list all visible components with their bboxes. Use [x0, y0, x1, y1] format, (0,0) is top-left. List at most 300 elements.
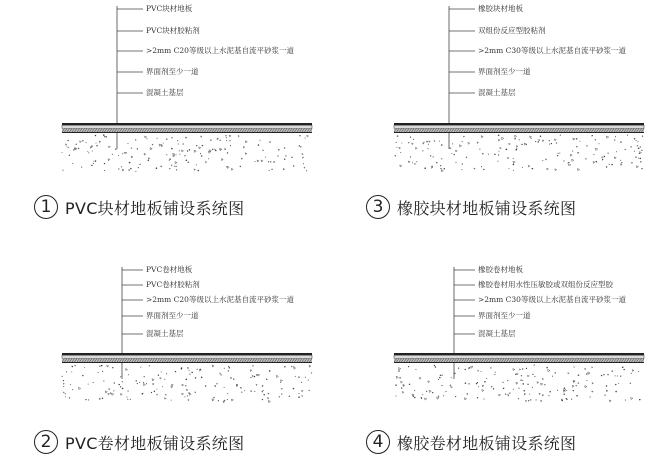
aggregate	[398, 368, 400, 370]
aggregate	[185, 155, 186, 156]
aggregate	[190, 374, 191, 375]
aggregate-dot	[513, 389, 514, 390]
figure-title: PVC卷材地板铺设系统图	[65, 433, 245, 453]
aggregate-dot	[104, 163, 105, 164]
aggregate-dot	[104, 170, 105, 171]
self-leveling-layer	[62, 358, 312, 362]
aggregate-dot	[202, 145, 203, 146]
aggregate-dot	[157, 138, 158, 139]
aggregate-dot	[454, 154, 455, 155]
aggregate	[233, 379, 234, 380]
figure-number: 4	[366, 430, 390, 454]
aggregate	[201, 136, 202, 137]
aggregate-dot	[535, 399, 536, 400]
aggregate-dot	[210, 139, 211, 140]
aggregate-dot	[396, 147, 397, 148]
aggregate	[80, 141, 82, 143]
aggregate-dot	[218, 400, 219, 401]
aggregate-dot	[284, 158, 285, 159]
aggregate-dot	[549, 391, 550, 392]
aggregate-dot	[507, 394, 508, 395]
aggregate	[516, 382, 518, 384]
aggregate-dot	[546, 367, 548, 369]
aggregate	[530, 136, 532, 138]
panel-pvc-tile	[0, 0, 332, 235]
aggregate	[165, 379, 166, 380]
aggregate	[451, 386, 453, 388]
aggregate-dot	[608, 153, 609, 154]
aggregate	[299, 377, 300, 378]
aggregate	[459, 145, 461, 147]
aggregate	[286, 155, 287, 156]
aggregate-dot	[298, 393, 299, 394]
screed-fill	[394, 128, 644, 132]
aggregate-dot	[558, 153, 559, 154]
aggregate-dot	[636, 140, 637, 141]
aggregate-dot	[263, 390, 264, 391]
aggregate-dot	[72, 163, 73, 164]
aggregate-dot	[483, 169, 484, 170]
aggregate-dot	[395, 396, 396, 397]
aggregate	[173, 155, 175, 157]
aggregate	[424, 142, 425, 143]
aggregate-dot	[298, 396, 300, 398]
aggregate	[554, 139, 556, 141]
aggregate-dot	[428, 144, 429, 145]
layer-label-4: 界面剂至少一道	[478, 67, 531, 76]
aggregate-dot	[483, 398, 484, 399]
self-leveling-layer	[394, 358, 644, 362]
aggregate-dot	[152, 383, 154, 385]
aggregate	[408, 161, 410, 163]
aggregate-dot	[566, 390, 567, 391]
aggregate-dot	[532, 168, 534, 170]
aggregate-dot	[268, 161, 269, 162]
aggregate-dot	[412, 162, 413, 163]
aggregate	[112, 154, 113, 155]
layer-label-5: 混凝土基层	[478, 329, 516, 338]
aggregate-dot	[226, 137, 227, 138]
aggregate-dot	[556, 142, 557, 143]
aggregate	[528, 165, 530, 167]
aggregate	[182, 384, 184, 386]
aggregate-dot	[301, 382, 302, 383]
aggregate-dot	[542, 378, 543, 379]
aggregate-dot	[82, 375, 83, 376]
aggregate-dot	[137, 148, 138, 149]
aggregate-dot	[156, 389, 157, 390]
aggregate-dot	[118, 168, 119, 169]
aggregate-dot	[281, 388, 282, 389]
aggregate	[455, 373, 456, 374]
aggregate	[245, 153, 247, 155]
aggregate	[90, 147, 91, 148]
aggregate	[400, 165, 402, 167]
aggregate-dot	[191, 372, 193, 374]
aggregate	[294, 367, 296, 369]
aggregate-dot	[526, 368, 527, 369]
aggregate-dot	[522, 380, 523, 381]
aggregate	[99, 141, 101, 143]
aggregate-dot	[513, 170, 514, 171]
aggregate-dot	[542, 160, 543, 161]
aggregate-dot	[562, 400, 563, 401]
aggregate-dot	[538, 139, 539, 140]
aggregate-dot	[220, 374, 221, 375]
aggregate-dot	[188, 162, 189, 163]
aggregate-dot	[443, 395, 444, 396]
aggregate-dot	[465, 382, 467, 384]
aggregate	[276, 375, 278, 377]
aggregate-dot	[175, 166, 176, 167]
aggregate	[152, 379, 154, 381]
aggregate	[104, 381, 105, 382]
aggregate-dot	[308, 380, 309, 381]
aggregate-dot	[177, 140, 178, 141]
aggregate	[477, 142, 479, 144]
aggregate	[105, 391, 107, 393]
aggregate-dot	[408, 366, 409, 367]
aggregate-dot	[586, 380, 587, 381]
aggregate-dot	[557, 155, 558, 156]
aggregate-dot	[395, 155, 396, 156]
aggregate	[614, 157, 616, 159]
concrete-base	[395, 365, 640, 402]
aggregate-dot	[477, 397, 478, 398]
aggregate-dot	[424, 167, 426, 169]
aggregate	[572, 151, 573, 152]
aggregate-dot	[229, 367, 231, 369]
aggregate-dot	[410, 156, 411, 157]
aggregate-dot	[305, 138, 306, 139]
floor-finish-layer	[394, 353, 644, 355]
aggregate	[281, 380, 283, 382]
aggregate	[256, 374, 257, 375]
aggregate-dot	[440, 165, 441, 166]
aggregate	[413, 139, 414, 140]
aggregate	[270, 141, 271, 142]
aggregate	[172, 384, 174, 386]
aggregate	[120, 394, 122, 396]
aggregate-dot	[198, 170, 199, 171]
aggregate	[482, 390, 484, 392]
aggregate-dot	[250, 390, 251, 391]
aggregate	[201, 155, 202, 156]
layer-label-2: 双组份反应型胶粘剂	[478, 26, 546, 35]
aggregate	[188, 399, 189, 400]
aggregate-dot	[269, 170, 270, 171]
aggregate	[160, 378, 161, 379]
aggregate-dot	[576, 395, 578, 397]
aggregate-dot	[139, 164, 140, 165]
aggregate-dot	[498, 135, 499, 136]
aggregate-dot	[634, 138, 636, 140]
aggregate	[75, 365, 76, 366]
aggregate-dot	[178, 144, 179, 145]
aggregate-dot	[604, 395, 605, 396]
aggregate-dot	[641, 150, 642, 151]
aggregate-dot	[212, 149, 213, 150]
aggregate-dot	[522, 368, 523, 369]
aggregate-dot	[70, 384, 71, 385]
aggregate-dot	[171, 137, 172, 138]
aggregate-dot	[220, 149, 221, 150]
aggregate	[165, 398, 167, 400]
aggregate-dot	[522, 383, 524, 385]
aggregate-dot	[151, 392, 152, 393]
aggregate-dot	[98, 372, 99, 373]
aggregate-dot	[451, 377, 452, 378]
aggregate	[245, 141, 247, 143]
aggregate-dot	[179, 150, 180, 151]
aggregate-dot	[200, 153, 201, 154]
aggregate	[126, 369, 128, 371]
aggregate-dot	[440, 168, 441, 169]
aggregate	[243, 147, 245, 149]
aggregate-dot	[488, 154, 489, 155]
aggregate	[299, 135, 300, 136]
aggregate-dot	[76, 144, 77, 145]
aggregate-dot	[229, 140, 230, 141]
aggregate-dot	[62, 376, 63, 377]
aggregate	[608, 374, 609, 375]
aggregate-dot	[73, 149, 74, 150]
aggregate-dot	[99, 366, 100, 367]
aggregate-dot	[461, 169, 462, 170]
aggregate-dot	[215, 150, 217, 152]
aggregate	[456, 162, 457, 163]
aggregate	[602, 157, 604, 159]
aggregate-dot	[611, 164, 612, 165]
aggregate-dot	[526, 144, 527, 145]
aggregate	[515, 135, 517, 137]
aggregate-dot	[166, 373, 167, 374]
aggregate-dot	[224, 387, 225, 388]
aggregate-dot	[414, 390, 415, 391]
aggregate-dot	[163, 143, 164, 144]
aggregate	[159, 144, 161, 146]
aggregate-dot	[542, 394, 543, 395]
aggregate-dot	[278, 149, 279, 150]
aggregate-dot	[205, 161, 206, 162]
aggregate-dot	[552, 376, 553, 377]
aggregate	[81, 167, 82, 168]
aggregate	[425, 398, 427, 400]
aggregate	[609, 164, 610, 165]
aggregate-dot	[88, 399, 89, 400]
aggregate	[305, 377, 306, 378]
aggregate-dot	[279, 396, 280, 397]
aggregate	[593, 161, 595, 163]
aggregate-dot	[593, 154, 594, 155]
aggregate	[572, 385, 574, 387]
aggregate-dot	[481, 166, 482, 167]
aggregate	[528, 375, 530, 377]
aggregate-dot	[617, 375, 618, 376]
aggregate	[182, 393, 184, 395]
aggregate-dot	[280, 382, 281, 383]
floor-finish-layer	[62, 353, 312, 355]
aggregate	[578, 383, 579, 384]
aggregate-dot	[196, 164, 197, 165]
aggregate-dot	[171, 148, 173, 150]
aggregate	[576, 385, 577, 386]
aggregate-dot	[441, 375, 442, 376]
aggregate	[144, 153, 146, 155]
aggregate-dot	[236, 384, 238, 386]
aggregate-dot	[476, 383, 477, 384]
aggregate-dot	[620, 160, 621, 161]
aggregate-dot	[69, 397, 70, 398]
aggregate-dot	[176, 154, 177, 155]
aggregate-dot	[63, 380, 64, 381]
floor-finish-layer	[62, 123, 312, 125]
aggregate-dot	[434, 365, 435, 366]
aggregate-dot	[85, 399, 86, 400]
aggregate-dot	[506, 149, 508, 151]
aggregate-dot	[66, 146, 67, 147]
aggregate-dot	[414, 397, 416, 399]
aggregate-dot	[270, 161, 271, 162]
aggregate	[212, 365, 214, 367]
aggregate-dot	[503, 388, 504, 389]
aggregate-dot	[112, 367, 113, 368]
aggregate-dot	[92, 150, 93, 151]
aggregate-dot	[176, 169, 177, 170]
aggregate-dot	[466, 157, 467, 158]
aggregate	[148, 158, 150, 160]
aggregate-dot	[262, 391, 263, 392]
aggregate-dot	[450, 385, 451, 386]
aggregate	[606, 390, 608, 392]
aggregate-dot	[463, 136, 464, 137]
aggregate	[104, 136, 105, 137]
aggregate	[528, 400, 529, 401]
aggregate-dot	[604, 156, 605, 157]
aggregate-dot	[95, 135, 97, 137]
aggregate-dot	[187, 150, 188, 151]
aggregate-dot	[513, 164, 515, 166]
aggregate	[441, 158, 442, 159]
aggregate-dot	[263, 394, 264, 395]
aggregate	[205, 385, 206, 386]
aggregate	[638, 141, 639, 142]
aggregate	[302, 157, 303, 158]
aggregate-dot	[161, 371, 162, 372]
aggregate-dot	[165, 394, 166, 395]
aggregate-dot	[415, 369, 416, 370]
aggregate-dot	[96, 145, 97, 146]
aggregate	[256, 384, 257, 385]
aggregate-dot	[577, 152, 579, 154]
aggregate-dot	[586, 145, 587, 146]
aggregate-dot	[592, 135, 593, 136]
aggregate-dot	[422, 394, 423, 395]
aggregate-dot	[195, 392, 196, 393]
aggregate-dot	[122, 153, 123, 154]
aggregate-dot	[615, 136, 616, 137]
aggregate-dot	[535, 141, 536, 142]
layer-label-4: 界面剂至少一道	[146, 311, 199, 320]
aggregate	[268, 398, 270, 400]
aggregate	[120, 376, 121, 377]
aggregate-dot	[254, 376, 255, 377]
aggregate	[136, 171, 137, 172]
aggregate-dot	[505, 393, 506, 394]
aggregate	[500, 148, 502, 150]
aggregate-dot	[481, 371, 482, 372]
aggregate-dot	[426, 141, 428, 143]
aggregate-dot	[568, 163, 569, 164]
figure-title: 橡胶卷材地板铺设系统图	[397, 433, 577, 453]
layer-label-3: >2mm C20等级以上水泥基自流平砂浆一道	[146, 46, 294, 55]
aggregate	[107, 365, 109, 367]
aggregate	[570, 154, 572, 156]
aggregate-dot	[293, 165, 294, 166]
figure-number: 2	[34, 430, 58, 454]
aggregate-dot	[166, 138, 167, 139]
aggregate-dot	[149, 365, 150, 366]
aggregate-dot	[227, 393, 228, 394]
aggregate-dot	[531, 138, 532, 139]
aggregate-dot	[240, 387, 241, 388]
adhesive-layer	[394, 125, 644, 128]
aggregate-dot	[616, 151, 617, 152]
aggregate-dot	[639, 399, 641, 401]
aggregate-dot	[551, 143, 552, 144]
aggregate-dot	[186, 160, 188, 162]
aggregate	[161, 145, 163, 147]
aggregate-dot	[549, 144, 550, 145]
aggregate	[258, 374, 260, 376]
aggregate-dot	[468, 368, 469, 369]
aggregate-dot	[400, 152, 401, 153]
aggregate-dot	[227, 399, 228, 400]
layer-label-1: 橡胶块材地板	[478, 4, 523, 13]
panel-rubber-tile	[332, 0, 664, 235]
aggregate	[499, 394, 501, 396]
aggregate-dot	[580, 141, 581, 142]
aggregate-dot	[529, 394, 530, 395]
aggregate	[513, 161, 515, 163]
aggregate-dot	[640, 158, 641, 159]
aggregate-dot	[174, 166, 175, 167]
aggregate-dot	[516, 148, 517, 149]
aggregate-dot	[439, 377, 440, 378]
aggregate	[175, 162, 177, 164]
aggregate	[519, 388, 520, 389]
layer-label-4: 界面剂至少一道	[146, 67, 199, 76]
aggregate-dot	[216, 383, 217, 384]
aggregate-dot	[175, 371, 176, 372]
aggregate	[124, 152, 125, 153]
aggregate-dot	[266, 379, 267, 380]
aggregate-dot	[427, 148, 428, 149]
aggregate	[423, 143, 424, 144]
diagram-caption	[366, 193, 576, 221]
aggregate	[186, 389, 188, 391]
aggregate	[513, 369, 515, 371]
aggregate	[231, 399, 233, 401]
aggregate	[541, 400, 543, 402]
layer-label-3: >2mm C30等级以上水泥基自流平砂浆一道	[478, 295, 626, 304]
aggregate-dot	[559, 153, 560, 154]
diagram-caption	[366, 428, 576, 456]
aggregate	[122, 381, 123, 382]
aggregate	[231, 168, 233, 170]
aggregate-dot	[634, 151, 635, 152]
aggregate-dot	[169, 160, 170, 161]
